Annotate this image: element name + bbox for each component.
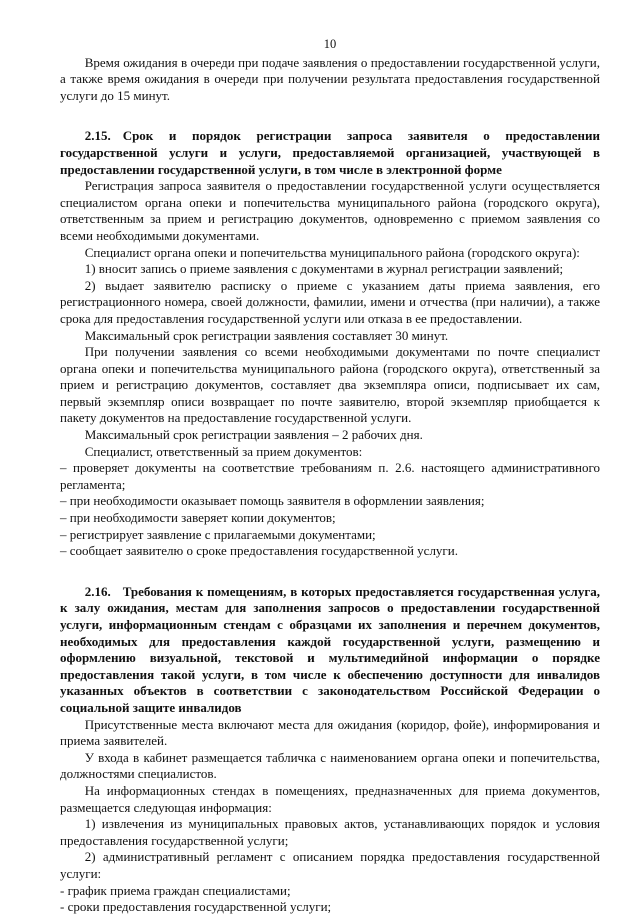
list-item: 2) выдает заявителю расписку о приеме с указанием даты приема заявления, его регистрационного номера, своей должности, фамилии, имени и отчества (при наличии), а также срока для предоставления государственной услуги или отказа в ее предоставлении. — [60, 277, 600, 326]
dash-list-item: – при необходимости оказывает помощь заявителя в оформлении заявления; — [60, 493, 485, 509]
list-item: 1) вносит запись о приеме заявления с документами в журнал регистрации заявлений; — [84, 261, 564, 277]
paragraph: На информационных стендах в помещениях, предназначенных для приема документов, размещается следующая информация: — [60, 782, 600, 815]
paragraph: У входа в кабинет размещается табличка с наименованием органа опеки и попечительства, должностями специалистов. — [60, 749, 600, 782]
section-title: Требования к помещениям, в которых предоставляется государственная услуга, к залу ожидания, местам для заполнения запросов о предоставлении государственной услуги, информационным стендам с образцами их заполнения и перечнем документов, необходимых для предоставления каждой государственной услуги, размещению и оформлению визуальной, текстовой и мультимедийной информации о порядке предоставления такой услуги, в том числе к обеспечению доступности для инвалидов указанных объектов в соответствии с законодательством Российской Федерации о социальной защите инвалидов — [60, 583, 600, 715]
section-number: 2.15. — [84, 128, 111, 144]
dash-list-item: – регистрирует заявление с прилагаемыми документами; — [60, 526, 376, 542]
paragraph: При получении заявления со всеми необходимыми документами по почте специалист органа опеки и попечительства муниципального района (городского округа), ответственный за прием и регистрацию документов, составляет два экземпляра описи, подписывает их сам, первый экземпляр описи возвращает по почте заявителю, второй экземпляр приобщается к пакету документов на предоставление государственной услуги. — [60, 344, 600, 426]
list-item: 2) административный регламент с описанием порядка предоставления государственной услуги: — [60, 849, 600, 881]
dash-list-item: - график приема граждан специалистами; — [60, 882, 291, 898]
spacer — [60, 104, 600, 116]
dash-list-item: - сроки предоставления государственной услуги; — [60, 899, 332, 915]
paragraph: Специалист органа опеки и попечительства муниципального района (городского округа): — [84, 244, 580, 260]
dash-list-item: – при необходимости заверяет копии документов; — [60, 510, 336, 526]
dash-list-item: – проверяет документы на соответствие требованиям п. 2.6. настоящего административного регламента; — [60, 460, 600, 492]
section-heading-2-16 — [60, 584, 600, 717]
list-item: 1) извлечения из муниципальных правовых актов, устанавливающих порядок и условия предоставления государственной услуги; — [60, 816, 600, 848]
section-number: 2.16. — [84, 583, 111, 599]
dash-list-item: – сообщает заявителю о сроке предоставления государственной услуги. — [60, 543, 458, 559]
page-number: 10 — [323, 37, 337, 51]
spacer — [60, 560, 600, 572]
paragraph: Регистрация запроса заявителя о предоставлении государственной услуги осуществляется специалистом органа опеки и попечительства муниципального района (городского округа), ответственным за прием и регистрацию документов, одновременно с приемом заявления со всеми необходимыми документами. — [60, 178, 600, 243]
paragraph: Присутственные места включают места для ожидания (коридор, фойе), информирования и приема заявителей. — [60, 716, 600, 749]
paragraph-waiting-time: Время ожидания в очереди при подаче заявления о предоставлении государственной услуги, а также время ожидания в очереди при получении результата предоставления государственной услуги до 15 минут. — [60, 54, 600, 103]
paragraph: Максимальный срок регистрации заявления – 2 рабочих дня. — [84, 427, 423, 443]
section-title: Срок и порядок регистрации запроса заявителя о предоставлении государственной услуги и услуги, предоставляемой организацией, участвующей в предоставлении государственной услуги, в том числе в электронной форме — [60, 128, 600, 177]
paragraph: Максимальный срок регистрации заявления составляет 30 минут. — [84, 327, 449, 343]
section-heading-2-15 — [60, 128, 600, 178]
paragraph: Специалист, ответственный за прием документов: — [84, 443, 363, 459]
